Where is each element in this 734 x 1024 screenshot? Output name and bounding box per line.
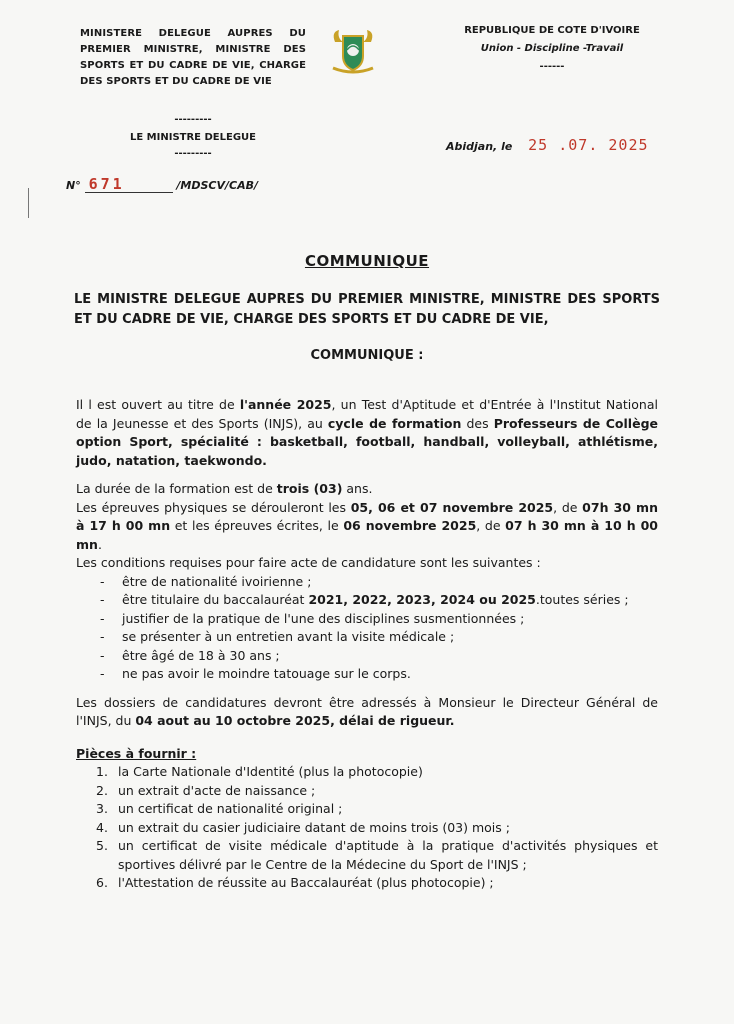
duration-paragraph: La durée de la formation est de trois (03) ans. [76,481,373,496]
communique-body [76,396,658,893]
dossiers-paragraph: Les dossiers de candidatures devront être adressés à Monsieur le Directeur Général de l'INJS, du 04 aout au 10 octobre 2025, délai de rigueur. [76,694,658,728]
header-divider: ------ [539,61,565,72]
date-place: Abidjan, le [446,140,513,153]
list-item: - être de nationalité ivoirienne ; [100,573,658,592]
list-item: 5. un certificat de visite médicale d'aptitude à la pratique d'activités physiques et sportives délivré par le Centre de la Médecine du Sport de l'INJS ; [96,838,658,872]
pieces-title: Pièces à fournir : [76,745,197,761]
dateline [446,136,649,154]
list-item: - être titulaire du baccalauréat 2021, 2022, 2023, 2024 ou 2025.toutes séries ; [100,591,658,610]
ref-prefix: N° [66,179,81,192]
list-item: - ne pas avoir le moindre tatouage sur le corps. [100,665,658,684]
pieces-list [76,763,658,893]
list-item: - être âgé de 18 à 30 ans ; [100,647,658,666]
list-item: - se présenter à un entretien avant la visite médicale ; [100,628,658,647]
conditions-intro: Les conditions requises pour faire acte de candidature sont les suivantes : [76,555,541,570]
ministry-office-block [80,112,306,162]
minister-line: LE MINISTRE DELEGUE AUPRES DU PREMIER MINISTRE, MINISTRE DES SPORTS ET DU CADRE DE VIE, CHARGE DES SPORTS ET DU CADRE DE VIE, [74,292,660,327]
date-stamp: 25 .07. 2025 [528,136,649,154]
header-divider: --------- [174,148,212,159]
list-item: 1. la Carte Nationale d'Identité (plus la photocopie) [96,764,423,779]
communique-label: COMMUNIQUE : [310,348,424,363]
coat-of-arms-icon [327,28,379,74]
list-item: 6. l'Attestation de réussite au Baccalauréat (plus photocopie) ; [96,875,494,890]
republic-header [432,22,672,76]
ministry-name: MINISTERE DELEGUE AUPRES DU PREMIER MINISTRE, MINISTRE DES SPORTS ET DU CADRE DE VIE, CHARGE DES SPORTS ET DU CADRE DE VIE [80,28,306,87]
document-title: COMMUNIQUE [304,252,430,270]
exams-paragraph: Les épreuves physiques se dérouleront les 05, 06 et 07 novembre 2025, de 07h 30 mn à 17 h 00 mn et les épreuves écrites, le 06 novembre 2025, de 07 h 30 mn à 10 h 00 mn. [76,499,658,552]
list-item: 3. un certificat de nationalité original ; [96,801,343,816]
ref-number: 671 [85,176,173,193]
list-item: 2. un extrait d'acte de naissance ; [96,782,316,798]
ministry-header [80,26,306,90]
ref-suffix: /MDSCV/CAB/ [176,179,259,192]
conditions-list [76,573,658,684]
national-motto: Union - Discipline -Travail [480,43,624,54]
country-name: REPUBLIQUE DE COTE D'IVOIRE [464,25,640,36]
header-divider: --------- [174,114,212,125]
reference-number [66,176,258,193]
intro-paragraph: Il l est ouvert au titre de l'année 2025, un Test d'Aptitude et d'Entrée à l'Institut National de la Jeunesse et des Sports (INJS), au cycle de formation des Professeurs de Collège option Sport, spécialité : basketball, football, handball, volleyball, athlétisme, judo, natation, taekwondo. [76,397,658,468]
margin-mark [28,188,29,218]
office-title: LE MINISTRE DELEGUE [130,132,256,143]
list-item: - justifier de la pratique de l'une des disciplines susmentionnées ; [100,610,658,629]
list-item: 4. un extrait du casier judiciaire datant de moins trois (03) mois ; [96,819,510,835]
